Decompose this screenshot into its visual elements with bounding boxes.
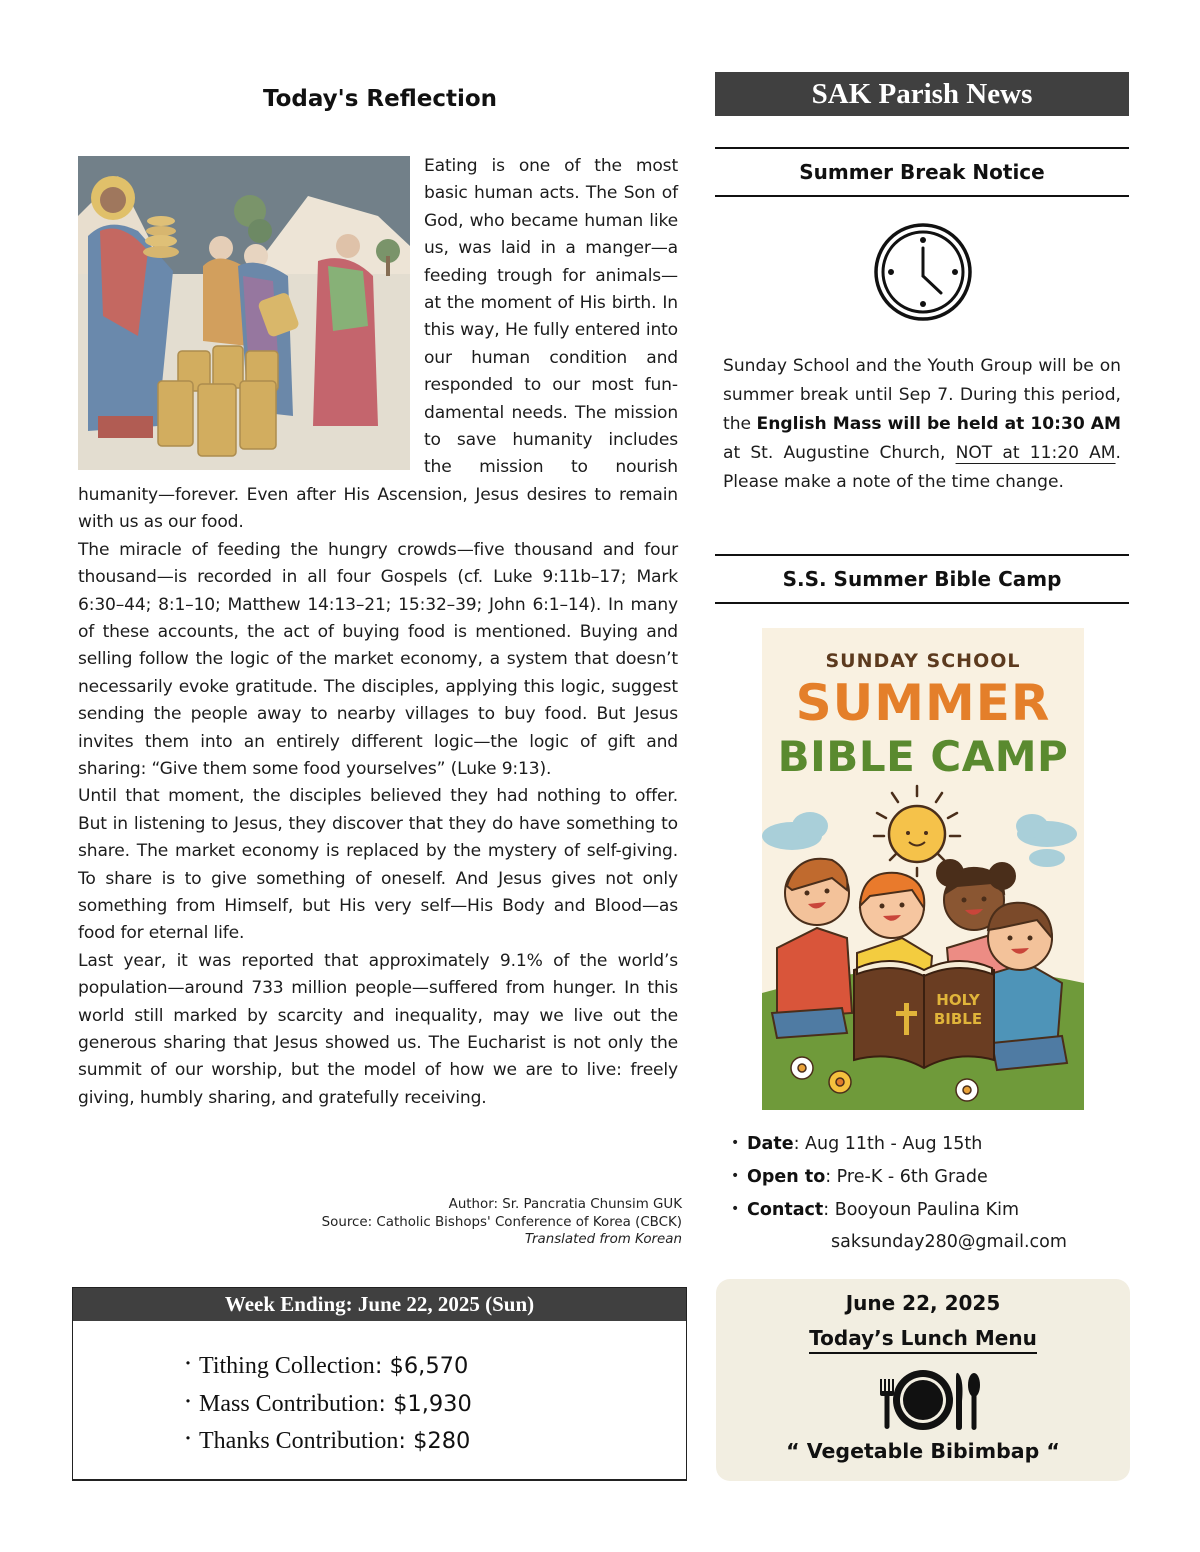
- finance-header: Week Ending: June 22, 2025 (Sun): [73, 1288, 686, 1321]
- camp-eligibility: • Open to: Pre-K - 6th Grade: [731, 1167, 988, 1187]
- summer-break-notice: [723, 352, 1121, 497]
- reflection-paragraph: The miracle of feeding the hungry crowds—five thousand and four thousand—is recorded in all four Gospels (cf. Luke 9:11b–17; Mark 6:30–44; 8:1–10; Matthew 14:13–21; 15:32–39; John 6:1–14). In many of these accounts, the act of buying food is mentioned. Buying and selling follow the logic of the market economy, a system that doesn’t necessarily evoke gratitude. The disciples, applying this logic, suggest sending the people away to nearby villages to buy food. But Jesus invites them into an entirely different logic—the logic of gift and sharing: “Give them some food yourselves” (Luke 9:13).: [78, 539, 678, 779]
- kids-reading-bible-illustration: [762, 778, 1084, 1110]
- source-credit: Source: Catholic Bishops' Conference of Korea (CBCK): [321, 1214, 682, 1230]
- old-time-underlined: NOT at 11:20 AM: [955, 442, 1116, 463]
- reflection-paragraph: Until that moment, the disciples believed they had nothing to offer. But in listening to Jesus, they discover that they do have something to share. The market economy is replaced by the mystery of self-giving. To share is to give something of oneself. And Jesus gives not only something from Himself, but His very self—His Body and Blood—as food for eternal life.: [78, 786, 678, 944]
- poster-sunday-school: SUNDAY SCHOOL: [825, 650, 1021, 672]
- reflection-article: [78, 153, 678, 1112]
- lunch-menu-card: [716, 1279, 1130, 1481]
- finance-label: Thanks Contribution: [199, 1428, 399, 1454]
- finance-item-thanks: ・Thanks Contribution: $280: [179, 1422, 686, 1460]
- finance-item-tithing: ・Tithing Collection: $6,570: [179, 1347, 686, 1385]
- detail-value: : Booyoun Paulina Kim: [823, 1200, 1020, 1220]
- finance-amount: $6,570: [389, 1353, 469, 1379]
- notice-text: at St. Augustine Church,: [723, 442, 956, 463]
- newsletter-masthead: SAK Parish News: [715, 72, 1129, 116]
- plate-fork-knife-spoon-icon: [876, 1369, 984, 1431]
- reflection-paragraph: Eating is one of the most basic human acts. The Son of God, who became human like us, was laid in a manger—a feeding trough for animals—at the moment of His birth. In this way, He fully entered into our human condition and responded to our most fundamental needs. The mission to save humanity includes the mission to nourish humanity—forever. Even after His Ascension, Jesus desires to remain with us as our food.: [78, 156, 678, 533]
- camp-contact: • Contact: Booyoun Paulina Kim: [731, 1200, 1020, 1220]
- summer-break-heading: Summer Break Notice: [715, 147, 1129, 197]
- bullet: ・: [179, 1429, 197, 1449]
- notice-text: Sunday School and the Youth Group will be on summer break until Sep 7. During this period, the: [723, 356, 1121, 434]
- detail-label: Date: [747, 1134, 794, 1154]
- finance-amount: $1,930: [393, 1390, 472, 1417]
- poster-bible-camp: BIBLE CAMP: [777, 732, 1069, 781]
- clock-icon: [873, 222, 973, 322]
- author-credit: Author: Sr. Pancratia Chunsim GUK: [448, 1197, 682, 1212]
- poster-summer: SUMMER: [795, 674, 1051, 732]
- notice-text: . Please make a note of the time change.: [723, 442, 1121, 492]
- camp-date: • Date: Aug 11th - Aug 15th: [731, 1134, 983, 1154]
- reflection-title: Today's Reflection: [262, 86, 498, 112]
- bullet: ・: [179, 1391, 197, 1412]
- translation-note: Translated from Korean: [524, 1232, 682, 1247]
- detail-label: Open to: [747, 1167, 826, 1187]
- lunch-menu-title: Today’s Lunch Menu: [809, 1326, 1037, 1354]
- finance-item-mass: ・Mass Contribution: $1,930: [179, 1385, 686, 1423]
- finance-list: [73, 1321, 686, 1460]
- bible-text-holy: HOLY: [936, 991, 980, 1009]
- reflection-paragraph: Last year, it was reported that approximately 9.1% of the world’s population—around 733 million people—suffered from hunger. In this world still marked by scarcity and inequality, may we live out the generous sharing that Jesus showed us. The Eucharist is not only the summit of our worship, but the model of how we are to live: freely giving, humbly sharing, and gratefully receiving.: [78, 950, 678, 1108]
- lunch-menu-item: “ Vegetable Bibimbap “: [786, 1439, 1060, 1463]
- fresco-illustration: [78, 156, 410, 470]
- finance-amount: $280: [413, 1428, 471, 1454]
- bible-text-bible: BIBLE: [933, 1010, 983, 1028]
- bible-camp-details: [731, 1127, 1067, 1258]
- mass-time-highlight: English Mass will be held at 10:30 AM: [756, 413, 1121, 434]
- bullet: ・: [179, 1354, 197, 1374]
- finance-label: Tithing Collection: [199, 1353, 375, 1379]
- bible-camp-heading: S.S. Summer Bible Camp: [715, 554, 1129, 604]
- reflection-credits: [280, 1196, 682, 1249]
- detail-value: : Pre-K - 6th Grade: [825, 1167, 988, 1187]
- weekly-finance-report: [72, 1287, 687, 1481]
- feeding-multitude-fresco-image: [78, 156, 410, 470]
- finance-label: Mass Contribution: [199, 1390, 379, 1417]
- detail-value: : Aug 11th - Aug 15th: [793, 1134, 983, 1154]
- contact-email-link[interactable]: saksunday280@gmail.com: [831, 1232, 1067, 1252]
- lunch-date: June 22, 2025: [845, 1291, 1001, 1315]
- detail-label: Contact: [747, 1200, 824, 1220]
- bible-camp-poster: [762, 628, 1084, 1110]
